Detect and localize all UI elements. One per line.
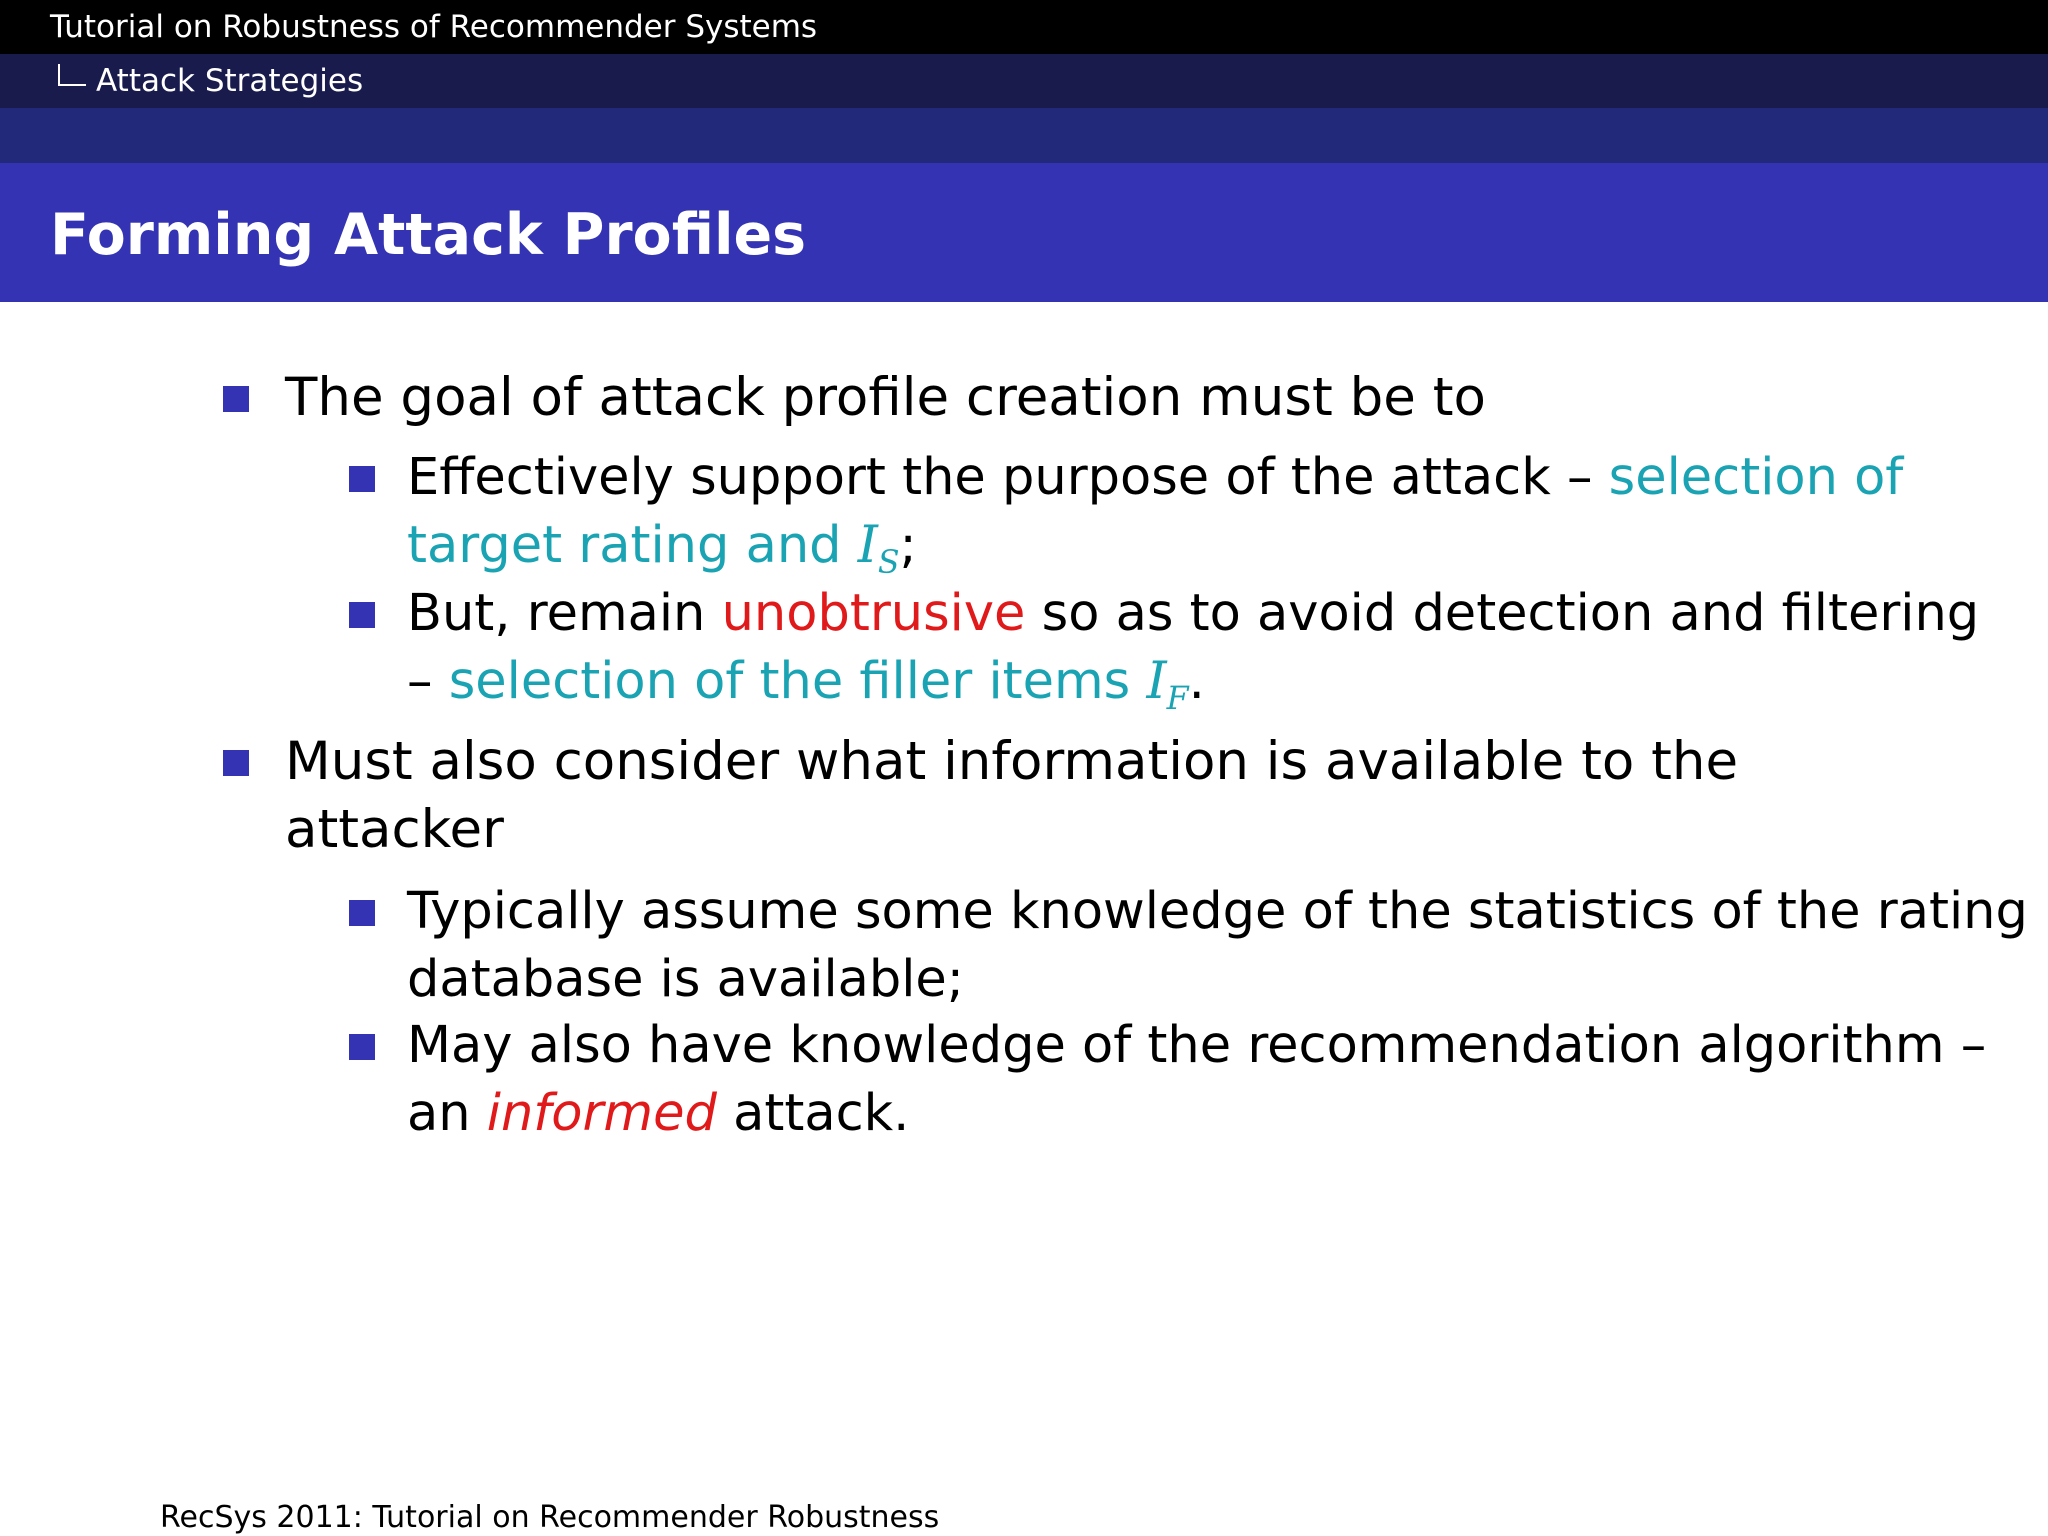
sub-bullet-item — [407, 580, 1979, 733]
presentation-title: Tutorial on Robustness of Recommender Systems — [50, 9, 818, 45]
sub-bullet-text: so as to avoid detection and filtering — [1025, 584, 1980, 643]
sub-bullet-text: attack. — [716, 1084, 910, 1143]
math-symbol: $I_S$ — [857, 516, 900, 582]
bullet-square-icon — [349, 900, 375, 926]
highlight-text: unobtrusive — [721, 584, 1026, 643]
bullet-square-icon — [349, 1034, 375, 1060]
highlight-text: informed — [486, 1084, 717, 1143]
sub-bullet-item — [407, 1012, 1986, 1148]
sub-bullet-line — [407, 444, 1903, 512]
bullet-text: The goal of attack profile creation must be to — [285, 367, 1486, 428]
section-title: Attack Strategies — [96, 63, 364, 99]
sub-bullet-item — [407, 878, 2028, 1014]
bullet-square-icon — [223, 750, 249, 776]
footer-text: RecSys 2011: Tutorial on Recommender Robustness — [160, 1500, 940, 1535]
sub-bullet-text: But, remain — [407, 584, 722, 643]
sub-bullet-text: – — [407, 652, 449, 711]
sub-bullet-item — [407, 444, 1903, 597]
highlight-text: selection of — [1608, 448, 1904, 507]
sub-bullet-line — [407, 1080, 1986, 1148]
bullet-square-icon — [349, 466, 375, 492]
bullet-text: attacker — [285, 799, 504, 860]
sub-bullet-text: ; — [899, 516, 917, 575]
sub-bullet-line — [407, 580, 1979, 648]
sub-bullet-text: . — [1188, 652, 1205, 711]
sub-bullet-text: Typically assume some knowledge of the statistics of the rating — [407, 882, 2028, 941]
sub-bullet-text: Effectively support the purpose of the attack – — [407, 448, 1609, 507]
bullet-item — [285, 364, 1486, 432]
sub-bullet-line — [407, 648, 1979, 733]
highlight-text: selection of the filler items — [448, 652, 1147, 711]
math-symbol: $I_F$ — [1146, 652, 1189, 718]
bullet-text: Must also consider what information is available to the — [285, 731, 1739, 792]
bullet-square-icon — [223, 386, 249, 412]
slide-title: Forming Attack Profiles — [50, 202, 807, 268]
sub-bullet-text: an — [407, 1084, 487, 1143]
bullet-square-icon — [349, 602, 375, 628]
bullet-item — [285, 728, 1738, 864]
highlight-text: target rating and — [407, 516, 858, 575]
sub-bullet-text: May also have knowledge of the recommendation algorithm – — [407, 1016, 1987, 1075]
sub-bullet-text: database is available; — [407, 950, 964, 1009]
